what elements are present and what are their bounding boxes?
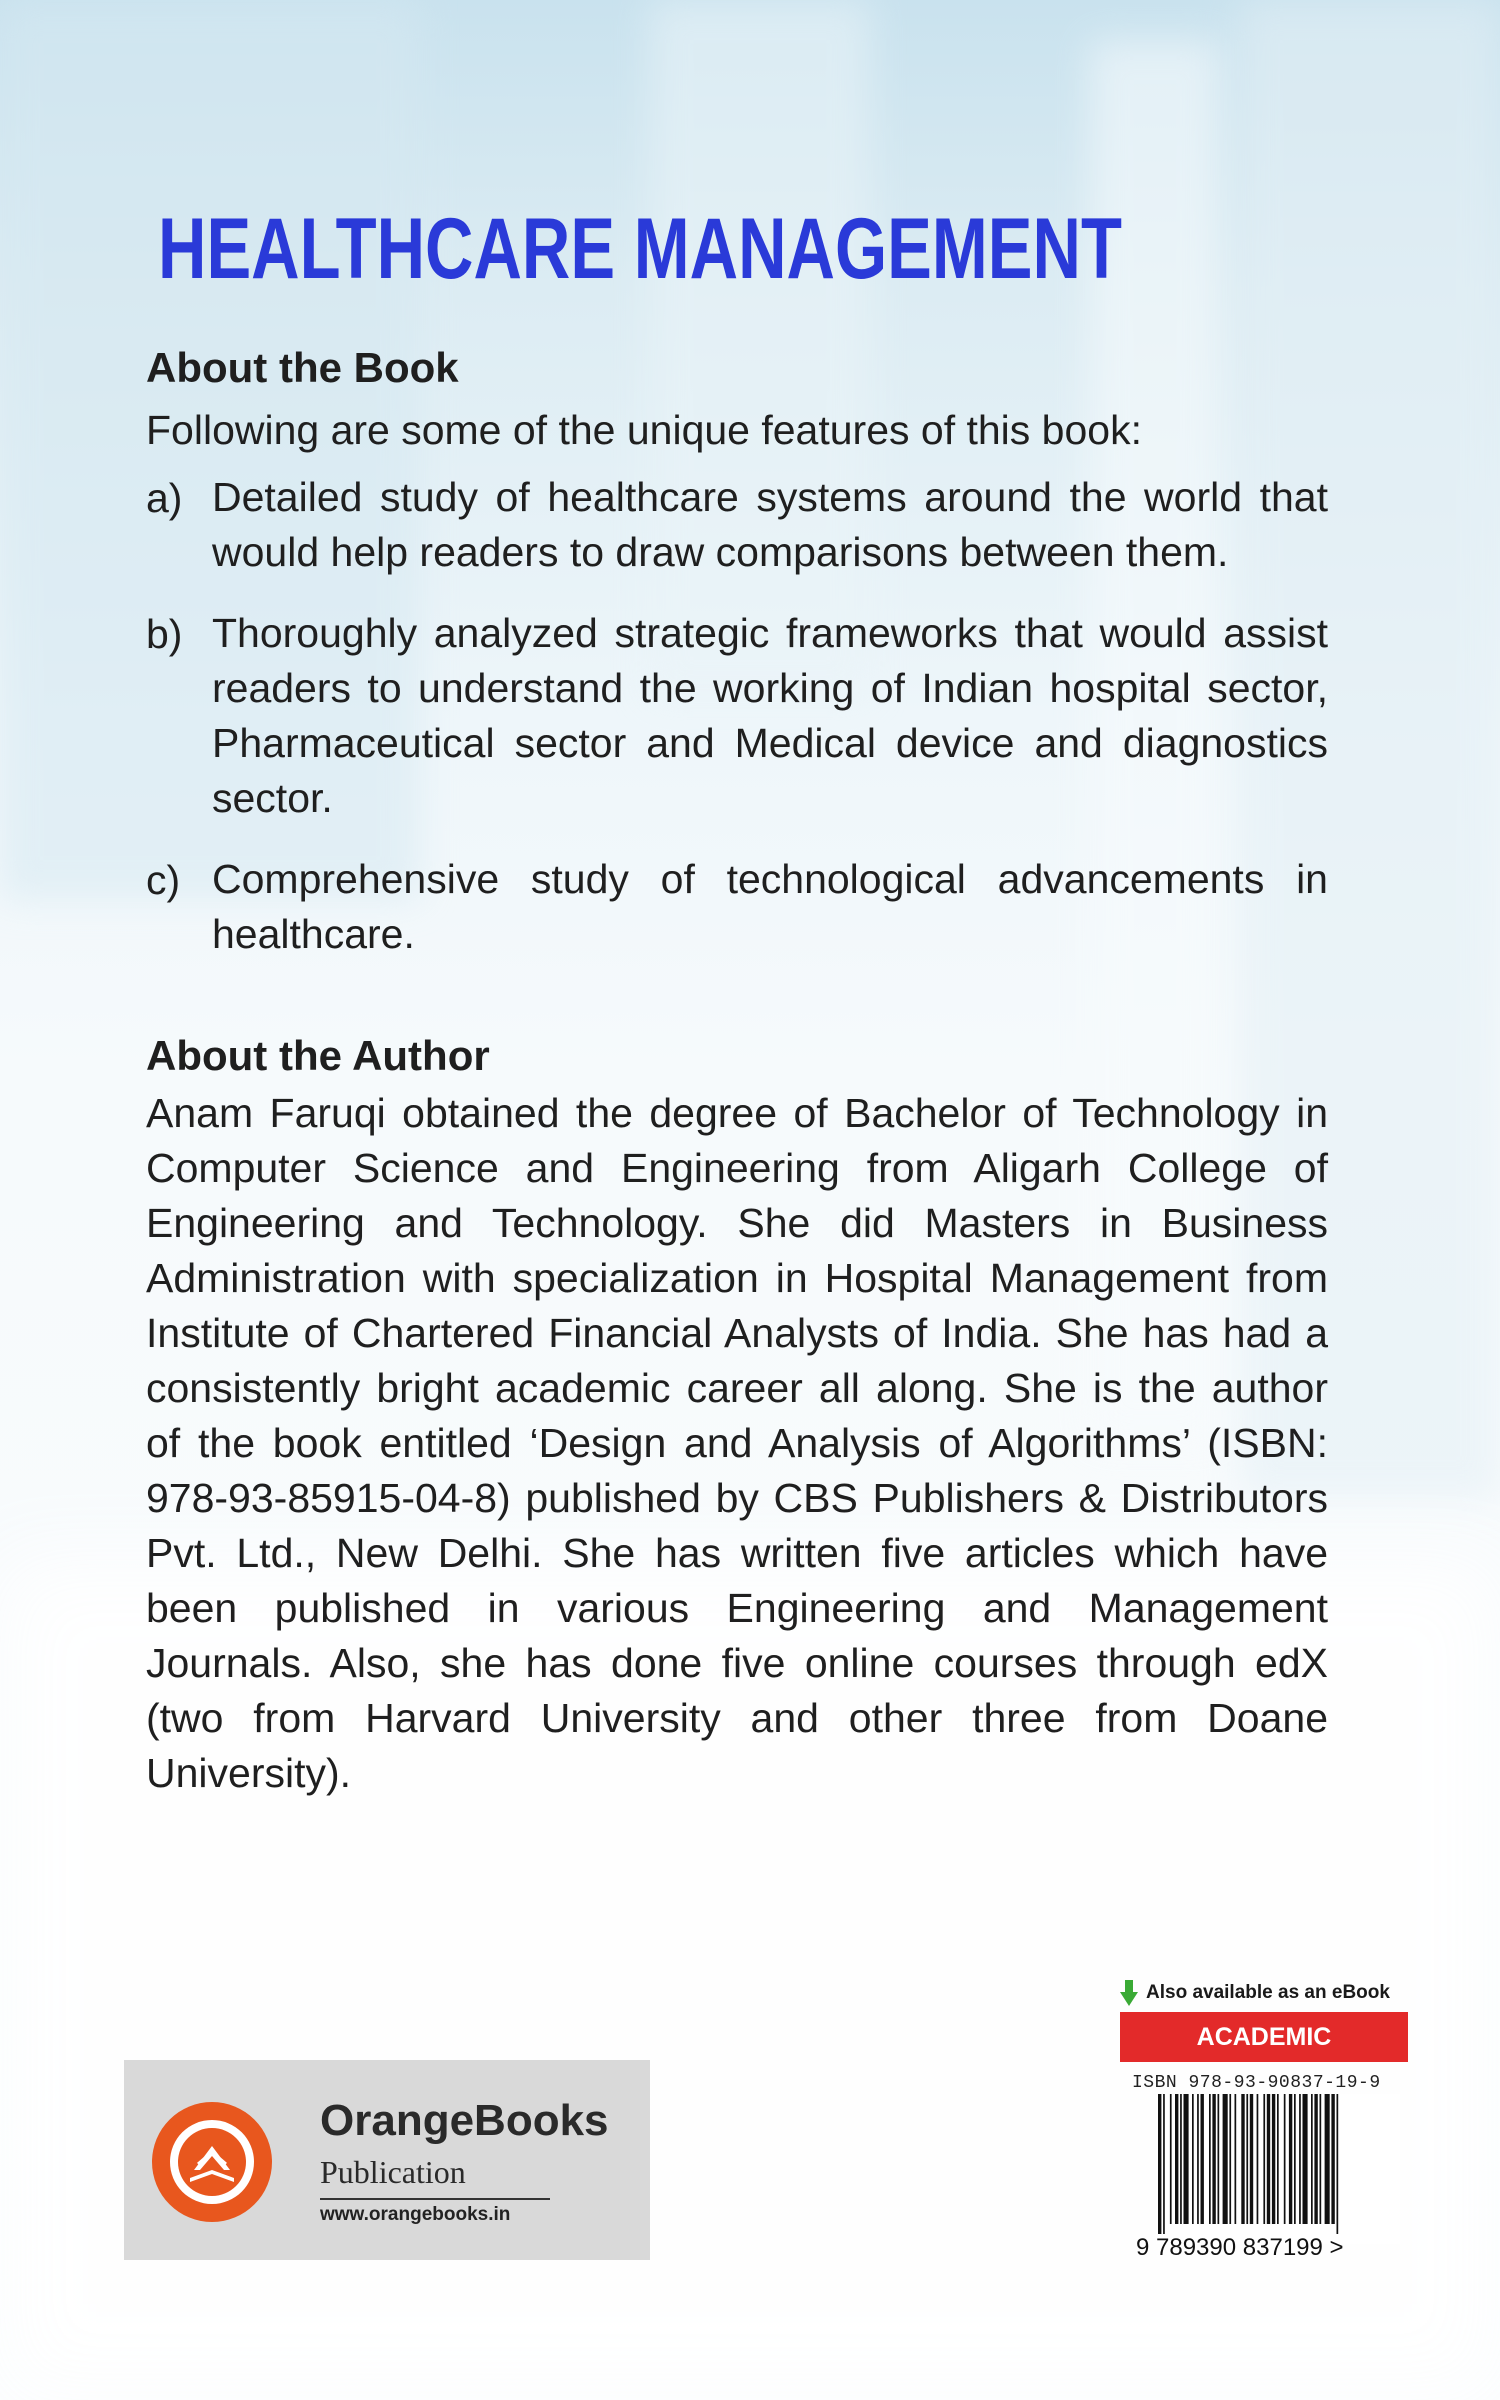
barcode-bar — [1218, 2094, 1220, 2224]
list-item-text: Thoroughly analyzed strategic frameworks that would assist readers to understand the working of Indian hospital sector, Pharmaceutical sector and Medical device and diagnostics sector. — [212, 610, 1328, 821]
barcode-bar — [1192, 2094, 1194, 2224]
barcode — [1156, 2094, 1400, 2244]
barcode-bar — [1311, 2094, 1313, 2224]
barcode-bar — [1229, 2094, 1231, 2224]
publisher-name: OrangeBooks — [320, 2096, 609, 2145]
ebook-note — [1120, 1980, 1390, 2006]
barcode-bar — [1320, 2094, 1322, 2224]
barcode-bar — [1170, 2094, 1172, 2224]
barcode-bar — [1267, 2094, 1270, 2224]
barcode-bar — [1257, 2094, 1259, 2224]
features-list — [146, 470, 1328, 962]
about-author-text: Anam Faruqi obtained the degree of Bachelor of Technology in Computer Science and Engineering from Aligarh College of Engineering and Technology. She did Masters in Business Administration with specialization in Hospital Management from Institute of Chartered Financial Analysts of India. She has had a consistently bright academic career all along. She is the author of the book entitled ‘Design and Analysis of Algorithms’ (ISBN: 978-93-85915-04-8) published by CBS Publishers & Distributors Pvt. Ltd., New Delhi. She has written five articles which have been published in various Engineering and Management Journals. Also, she has done five online courses through edX (two from Harvard University and other three from Doane University). — [146, 1090, 1328, 1796]
barcode-bar — [1235, 2094, 1237, 2224]
publisher-url: www.orangebooks.in — [320, 2204, 511, 2225]
barcode-bar — [1294, 2094, 1296, 2224]
divider — [320, 2198, 550, 2200]
publisher-logo-block — [124, 2060, 650, 2260]
orangebooks-logo-icon — [150, 2100, 274, 2224]
list-item-text: Comprehensive study of technological advancements in healthcare. — [212, 856, 1328, 957]
barcode-bar — [1331, 2094, 1334, 2224]
list-marker: a) — [146, 475, 183, 521]
barcode-bar — [1223, 2094, 1228, 2224]
barcode-bar — [1184, 2094, 1189, 2224]
barcode-digits: 9 789390 837199 > — [1136, 2234, 1344, 2261]
about-author-heading: About the Author — [146, 1032, 490, 1079]
list-marker: b) — [146, 611, 183, 657]
barcode-bar — [1303, 2094, 1308, 2224]
barcode-bar — [1314, 2094, 1317, 2224]
list-item-text: Detailed study of healthcare systems around the world that would help readers to draw comparisons between them. — [212, 474, 1328, 575]
barcode-bar — [1337, 2094, 1339, 2234]
barcode-bar — [1325, 2094, 1330, 2224]
list-marker: c) — [146, 857, 181, 903]
barcode-bar — [1284, 2094, 1286, 2224]
about-book-heading: About the Book — [146, 344, 459, 391]
download-arrow-icon — [1120, 1980, 1138, 2006]
barcode-bar — [1158, 2094, 1161, 2234]
barcode-bar — [1180, 2094, 1182, 2224]
barcode-bar — [1277, 2094, 1279, 2224]
barcode-bar — [1163, 2094, 1165, 2234]
barcode-bar — [1272, 2094, 1275, 2224]
barcode-bar — [1250, 2094, 1253, 2224]
list-item — [146, 606, 1328, 826]
barcode-bar — [1175, 2094, 1178, 2224]
barcode-bar — [1212, 2094, 1215, 2224]
about-book-intro: Following are some of the unique features of this book: — [146, 407, 1142, 453]
isbn-label: ISBN 978-93-90837-19-9 — [1132, 2073, 1381, 2093]
barcode-bar — [1246, 2094, 1248, 2224]
barcode-bar — [1289, 2094, 1292, 2224]
category-badge: ACADEMIC — [1120, 2012, 1408, 2062]
publisher-subtitle: Publication — [320, 2154, 466, 2190]
barcode-bar — [1201, 2094, 1204, 2224]
barcode-bar — [1241, 2094, 1244, 2224]
barcode-bar — [1263, 2094, 1265, 2224]
book-title: HEALTHCARE MANAGEMENT — [158, 201, 1122, 297]
list-item — [146, 852, 1328, 962]
ebook-note-text: Also available as an eBook — [1146, 1982, 1390, 2003]
barcode-bar — [1299, 2094, 1301, 2224]
back-cover-text — [146, 340, 1328, 1801]
barcode-bar — [1197, 2094, 1199, 2224]
barcode-graphic — [1156, 2094, 1400, 2234]
list-item — [146, 470, 1328, 580]
barcode-bar — [1209, 2094, 1211, 2224]
